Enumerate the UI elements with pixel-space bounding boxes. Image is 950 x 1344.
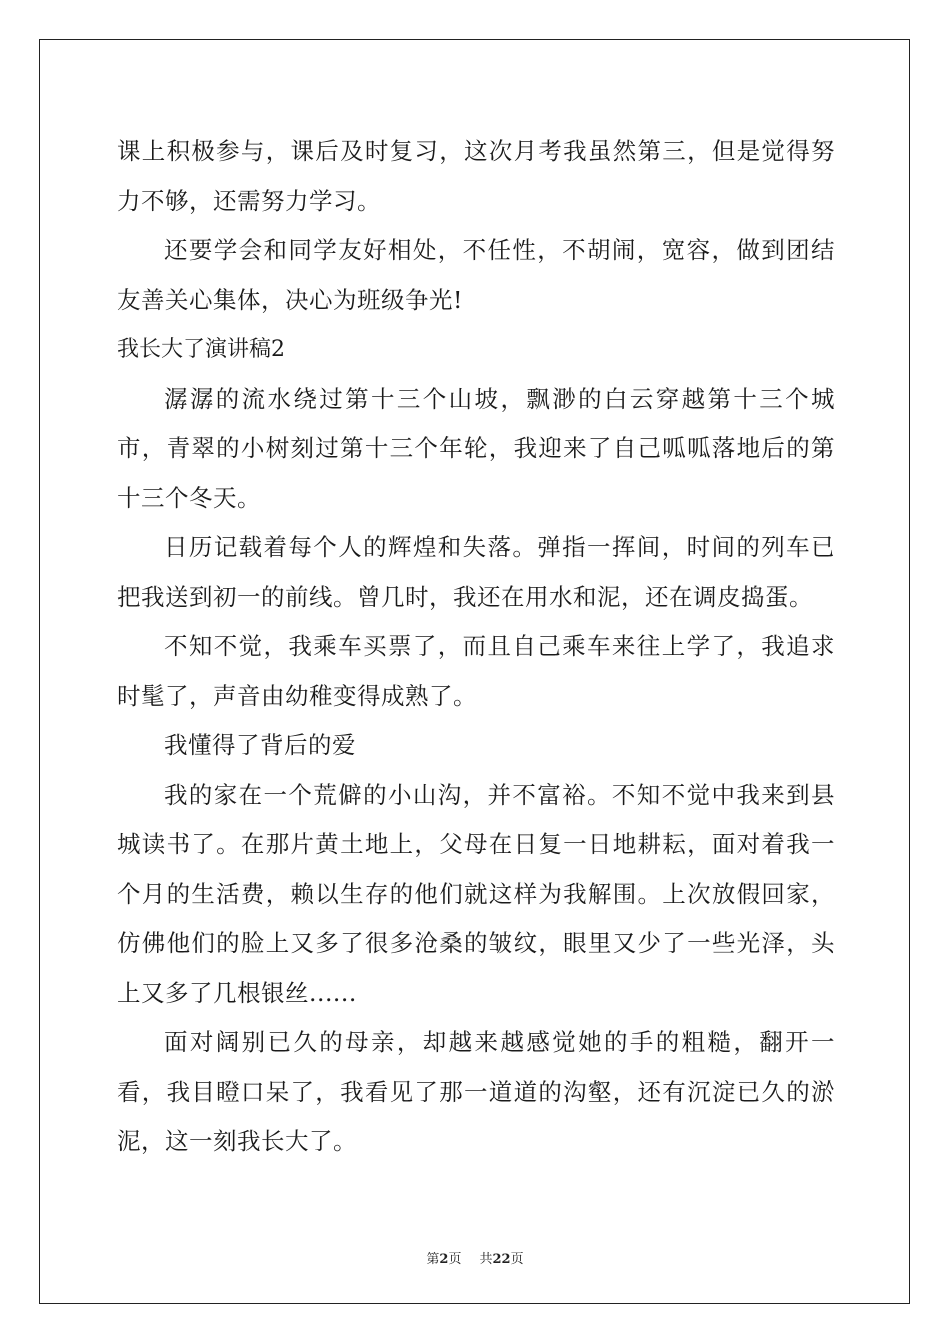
page-suffix: 页 (448, 1252, 462, 1267)
body-paragraph-1: 潺潺的流水绕过第十三个山坡，飘渺的白云穿越第十三个城市，青翠的小树刻过第十三个年轮，我迎来了自己呱呱落地后的第十三个冬天。 (117, 384, 835, 512)
section-heading: 我长大了演讲稿2 (117, 337, 285, 362)
page-number (426, 1248, 461, 1267)
body-paragraph-4: 我懂得了背后的爱 (164, 731, 356, 759)
page-prefix: 第 (426, 1252, 440, 1267)
paragraph-2: 还要学会和同学友好相处，不任性，不胡闹，宽容，做到团结友善关心集体，决心为班级争光! (117, 236, 835, 314)
body-paragraph-2: 日历记载着每个人的辉煌和失落。弹指一挥间，时间的列车已把我送到初一的前线。曾几时，我还在用水和泥，还在调皮捣蛋。 (117, 533, 835, 611)
body-paragraph-5: 我的家在一个荒僻的小山沟，并不富裕。不知不觉中我来到县城读书了。在那片黄土地上，父母在日复一日地耕耘，面对着我一个月的生活费，赖以生存的他们就这样为我解围。上次放假回家，仿佛他们的脸上又多了很多沧桑的皱纹，眼里又少了一些光泽，头上又多了几根银丝...... (117, 780, 835, 1007)
total-suffix: 页 (510, 1252, 524, 1267)
page-total (479, 1248, 523, 1267)
document-body (117, 127, 835, 1167)
paragraph-1: 课上积极参与，课后及时复习，这次月考我虽然第三，但是觉得努力不够，还需努力学习。 (117, 137, 835, 215)
current-page: 2 (439, 1252, 449, 1267)
body-paragraph-6: 面对阔别已久的母亲，却越来越感觉她的手的粗糙，翻开一看，我目瞪口呆了，我看见了那一道道的沟壑，还有沉淀已久的淤泥，这一刻我长大了。 (117, 1028, 835, 1155)
total-pages: 22 (492, 1252, 511, 1267)
total-prefix: 共 (479, 1252, 493, 1267)
page-footer (0, 1248, 950, 1267)
body-paragraph-3: 不知不觉，我乘车买票了，而且自己乘车来往上学了，我追求时髦了，声音由幼稚变得成熟了。 (117, 632, 835, 710)
